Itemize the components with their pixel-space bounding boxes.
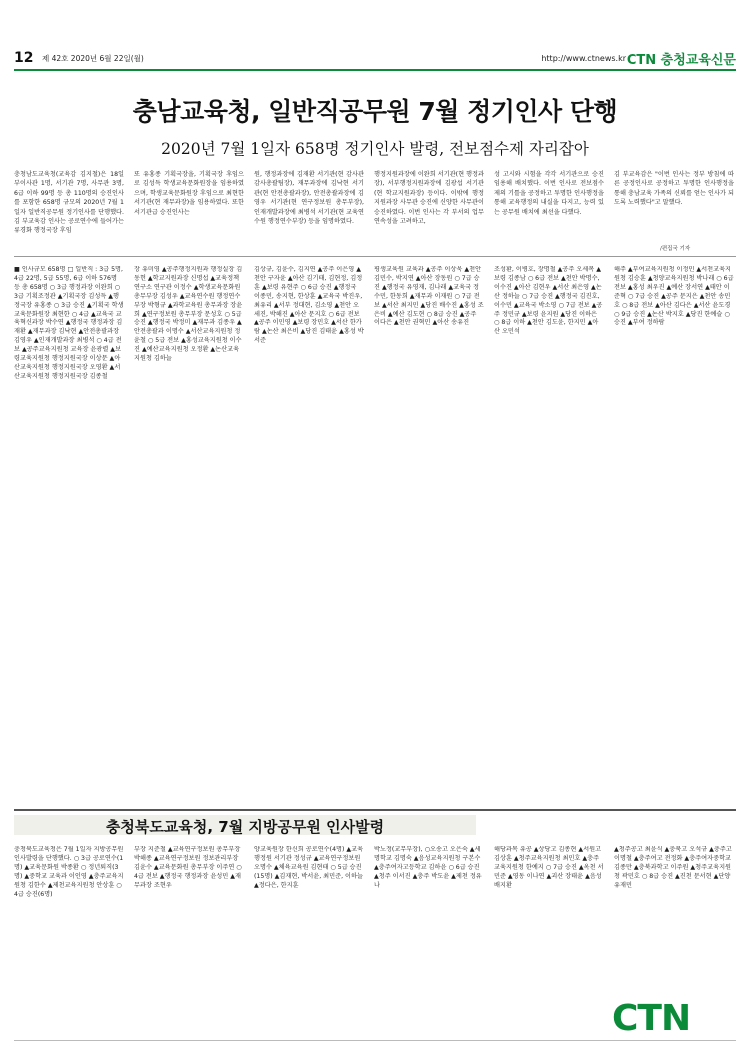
page-number: 12 xyxy=(14,50,34,66)
article2-column: ▲청주공고 최윤식 ▲충북고 오석규 ▲충주고 이명철 ▲충주여고 전정화 ▲충주여자중학교 김종만 ▲충북과학고 이주원 ▲청주교육지원청 곽민호 ○ 8급 승진 ▲진천 문서현 ▲단양 유재민 xyxy=(614,846,732,889)
article2-column: 양교육원장 한신희 공로연수(4명) ▲교육행정원 서기관 정성규 ▲교육연구정보원 오명수 ▲체육교육원 김현태 ○ 5급 승진(15명) ▲김재현, 박서윤, 최민준, 이하늘 ▲정다은, 한지훈 xyxy=(254,846,364,889)
lead-paragraph: 김 부교육감은 "이번 인사는 정부 방침에 따른 공정인사로 공정하고 투명한 인사행정을 통해 충남교육 가족의 신뢰를 얻는 인사가 되도록 노력했다"고 말했다. xyxy=(614,171,734,207)
personnel-list-column: 김상규, 김윤수, 김지연 ▲공주 이은영 ▲천안 구자윤 ▲아산 김기태, 김현정, 김정훈 ▲보령 유현주 ○ 6급 승진 ▲행정국 이종민, 송지현, 한상훈 ▲교육국 박진우, 최유리 ▲서부 정대현, 김소영 ▲천안 오세진, 박해진 ▲아산 문지호 ○ 6급 전보 ▲공주 이민영 ▲보령 장민호 ▲서산 한가람 ▲논산 최은비 ▲당진 김태윤 ▲홍성 박서준 xyxy=(254,266,364,345)
lead-paragraph: 충청남도교육청(교육감 김지철)은 18일 부이사관 1명, 서기관 7명, 사무관 3명, 6급 이하 99명 등 총 110명의 승진인사를 포함한 658명 규모의 2020년 7월 1일자 일반직공무원 정기인사를 단행했다. 김 부교육감 인사는 공로연수에 들어가는 류경화 행정국장 후임 xyxy=(14,171,124,235)
site-url[interactable]: http://www.ctnews.kr xyxy=(541,54,626,63)
header-rule xyxy=(14,69,736,71)
byline: /편집국 기자 xyxy=(660,246,691,252)
footer-rule xyxy=(14,1040,736,1041)
article2-column: 충청북도교육청은 7월 1일자 지방공무원 인사발령을 단행했다. ○ 3급 공로연수(1명) ▲교육문화원 박종환 ○ 정년퇴직(3명) ▲중학교 교육과 이인영 ▲충주교육지원청 김한수 ▲제천교육지원청 안상훈 ○ 4급 승진(6명) xyxy=(14,846,124,898)
personnel-list-column: 조성환, 이병호, 장명철 ▲공주 오세복 ▲보령 김종남 ○ 6급 전보 ▲천안 박명수, 이수진 ▲아산 김현우 ▲서산 최은영 ▲논산 정하늘 ○ 7급 승진 ▲행정국 김진호, 이수민 ▲교육국 박소영 ○ 7급 전보 ▲공주 정민규 ▲보령 윤지원 ▲당진 이하은 ○ 8급 이하 ▲천안 김도윤, 한지민 ▲아산 오민석 xyxy=(494,266,603,336)
section-divider xyxy=(14,809,736,811)
article-title: 충남교육청, 일반직공무원 7월 정기인사 단행 xyxy=(132,97,618,126)
section-divider xyxy=(14,256,736,257)
personnel-list-column: 평생교육원 교육과 ▲공주 이상욱 ▲천안 김민수, 박지연 ▲아산 장동원 ○ 7급 승진 ▲행정국 유영재, 김나래 ▲교육국 정수민, 한동희 ▲재무과 이재원 ○ 7급 전보 ▲서산 최지민 ▲당진 배수진 ▲홍성 조은비 ▲예산 김도현 ○ 8급 승진 ▲공주 이다은 ▲천안 권혁민 ▲아산 송유진 xyxy=(374,266,484,327)
lead-paragraph: 원, 행정과장에 김재환 서기관(현 감사관 감사총괄팀장), 재무과장에 김낙현 서기관(현 안전총괄과장), 안전총괄과장에 김영우 서기관(현 연구정보원 총무부장), 인재개발과장에 최병석 서기관(현 교육연수원 행정연수부장) 등을 임명하였다. xyxy=(254,171,364,226)
lead-paragraph: 행정지원과장에 이완희 서기관(현 행정과장), 서부행정지원과장에 김광섭 서기관(현 학교지원과장) 등이다. 이밖에 행정지원과장 사무관 승진에 신양한 사무관이 승진하였다. 이번 인사는 각 부서의 업무 연속성을 고려하고, xyxy=(374,171,484,226)
article2-title: 충청북도교육청, 7월 지방공무원 인사발령 xyxy=(105,818,385,836)
personnel-list-column: 해주 ▲부여교육지원청 이정민 ▲서천교육지원청 김승훈 ▲청양교육지원청 박나래 ○ 6급 전보 ▲홍성 최우진 ▲예산 장서연 ▲태안 이준혁 ○ 7급 승진 ▲공주 문지은 ▲천안 송민호 ○ 8급 전보 ▲아산 김다은 ▲서산 윤도경 ○ 9급 승진 ▲논산 박지호 ▲당진 한예슬 ○ 승진 ▲부여 정하람 xyxy=(614,266,734,327)
personnel-list-column: ■ 인사규모 658명 □ 일반직 : 3급 5명, 4급 22명, 5급 55명, 6급 이하 576명 등 총 658명 ○ 3급 행정과장 이완희 ○ 3급 기획조정관 ▲기획국장 김성득 ▲행정국장 유홍종 ○ 3급 승진 ▲기획국 학생교육문화원장 최현한 ○ 4급 ▲교육국 교육혁신과장 박수연 ▲행정국 행정과장 김재환 ▲재무과장 김낙현 ▲안전총괄과장 김영우 ▲인재개발과장 최병석 ○ 4급 전보 ▲공주교육지원청 교육장 윤광렬 ▲보령교육지원청 행정지원국장 이상문 ▲아산교육지원청 행정지원국장 오영환 ▲서산교육지원청 행정지원국장 김종철 xyxy=(14,266,124,380)
personnel-list-column: 장 유미영 ▲공주행정지원과 행정실장 김동헌 ▲학교지원과장 신명섭 ▲교육정책연구소 연구관 이정수 ▲학생교육문화원 총무부장 김성우 ▲교육연수원 행정연수부장 박형규 ▲과학교육원 총무과장 장윤희 ▲연구정보원 총무부장 문성호 ○ 5급 승진 ▲행정국 박정미 ▲재무과 김종우 ▲안전총괄과 이명수 ▲서산교육지원청 정윤철 ○ 5급 전보 ▲홍성교육지원청 이수진 ▲예산교육지원청 오정환 ▲논산교육지원청 김하늘 xyxy=(134,266,243,363)
article2-column: 부장 지준철 ▲교육연구정보원 총무부장 박해종 ▲교육연구정보원 정보관리부장 김윤수 ▲교육문화원 총무부장 이주연 ○ 4급 전보 ▲행정국 행정과장 윤성민 ▲재무과장 조현우 xyxy=(134,846,242,889)
lead-paragraph: 또 유홍종 기획국장을, 기획국장 후임으로 김성득 학생교육문화원장을 임용하였으며, 학생교육문화원장 후임으로 최현한 서기관(현 재무과장)을 임용하였다. 또한 서기관급 승진인사는 xyxy=(134,171,244,216)
lead-paragraph: 성 고시와 시험을 각각 서기관으로 승진 임용해 배치했다. 이번 인사로 전보점수제의 기틀을 공정하고 투명한 인사행정을 통해 교육행정의 내실을 다지고, 능력 있는 공무원 배치에 최선을 다했다. xyxy=(494,171,604,216)
article-subtitle: 2020년 7월 1일자 658명 정기인사 발령, 전보점수제 자리잡아 xyxy=(161,140,589,158)
masthead-logo: CTN 충청교육신문 xyxy=(626,53,736,68)
page-header xyxy=(14,52,736,68)
article2-column: 박노정(교무부장), ○오송고 오은숙 ▲세명학교 김명숙 ▲음성교육지원청 구본수 ▲충주여자고등학교 김하윤 ○ 6급 승진 ▲청주 이서진 ▲충주 박도윤 ▲제천 정유나 xyxy=(374,846,482,889)
issue-info: 제 42호 2020년 6월 22일(월) xyxy=(42,54,144,63)
footer-logo: CTN xyxy=(612,998,691,1039)
article2-column: 해당과목 유공 ▲상당고 김종현 ▲서원고 김상훈 ▲청주교육지원청 최민호 ▲충주교육지원청 한예지 ○ 7급 승진 ▲옥천 서민준 ▲영동 이나연 ▲괴산 장태윤 ▲음성 배지환 xyxy=(494,846,604,889)
